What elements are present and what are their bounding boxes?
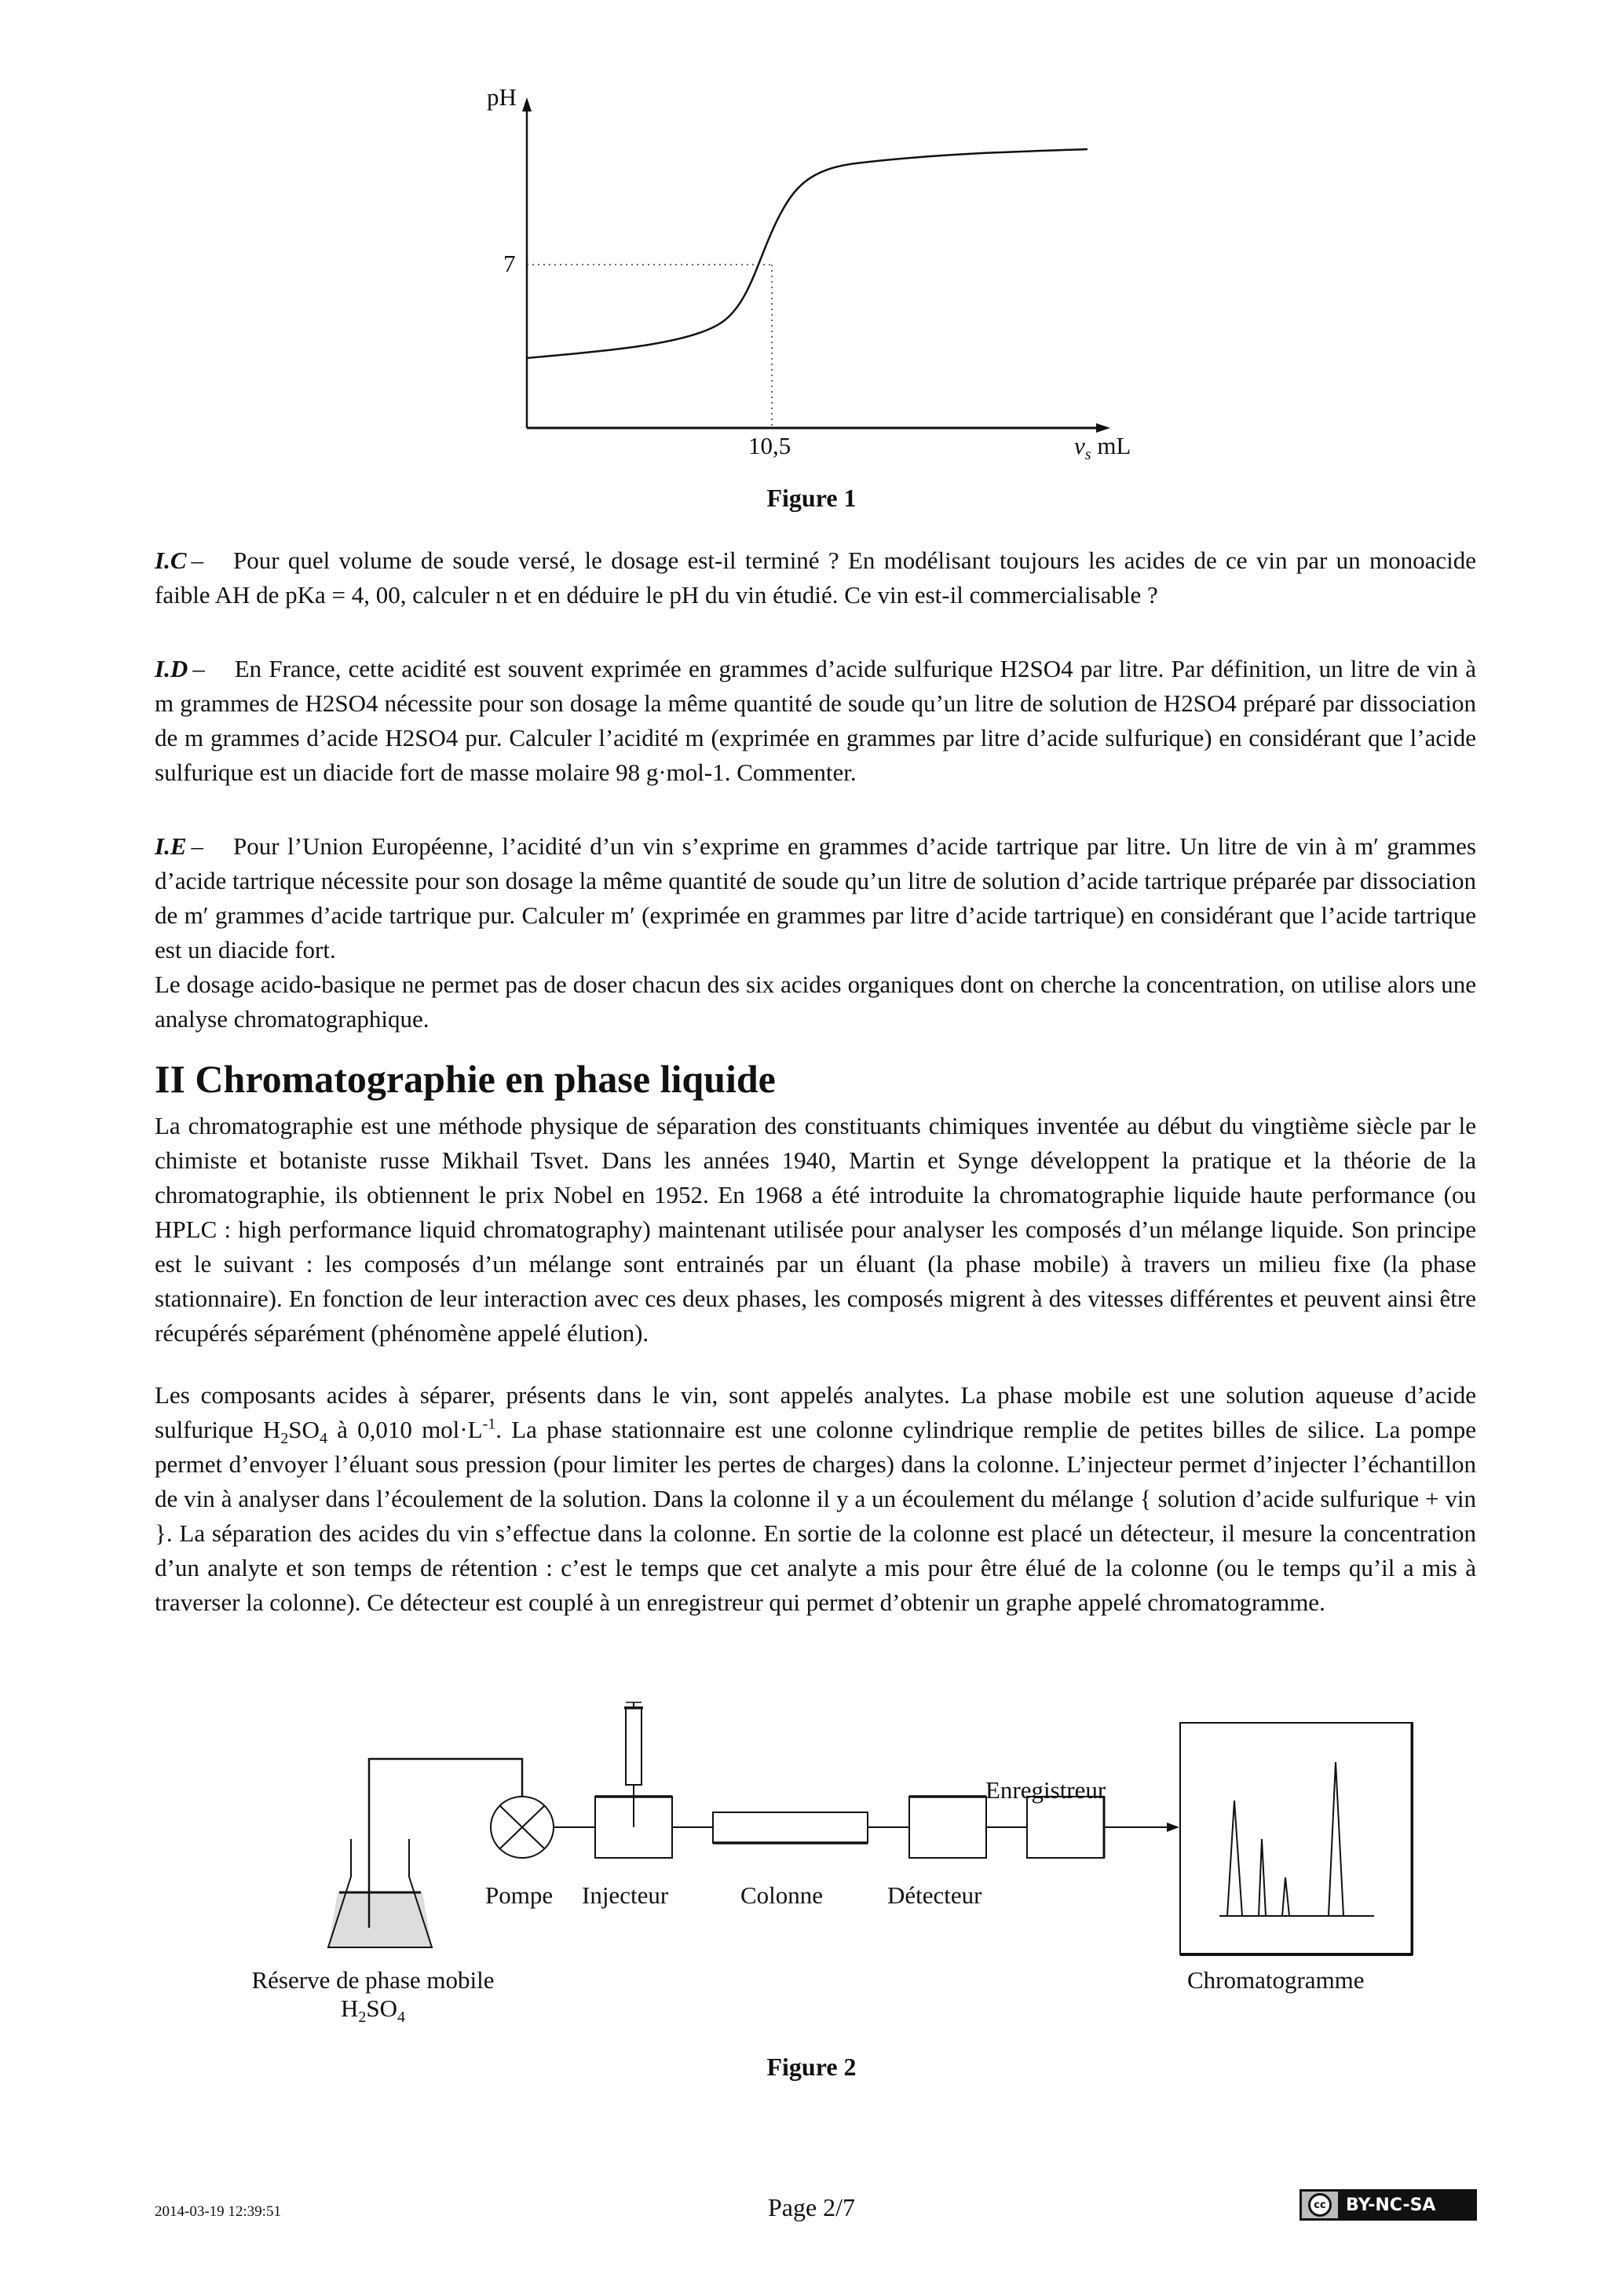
- chromatogram-box: [1180, 1723, 1413, 1954]
- question-ic: I.C – Pour quel volume de soude versé, le dosage est-il terminé ? En modélisant toujours les acides de ce vin par un monoacide faible AH de pKa = 4, 00, calculer n et en déduire le pH du vin étudié. Ce vin est-il commercialisable ?: [155, 547, 1476, 609]
- figure1-caption: Figure 1: [766, 484, 857, 512]
- column-box: [713, 1812, 868, 1843]
- figure1-titration-chart: [471, 79, 1178, 487]
- label-recorder: Enregistreur: [985, 1776, 1106, 1804]
- x-axis-label: $v_s$ mL: [1074, 432, 1131, 464]
- label-detector: Détecteur: [887, 1881, 982, 1909]
- recorder-box: [1027, 1797, 1104, 1858]
- label-reservoir: Réserve de phase mobile $H_2SO_4$: [251, 1966, 495, 2027]
- footer-page-number: Page 2/7: [767, 2193, 856, 2221]
- license-badge[interactable]: [1299, 2189, 1477, 2221]
- detector-box: [909, 1797, 986, 1858]
- section2-paragraph2: Les composants acides à séparer, présents dans le vin, sont appelés analytes. La phase mobile est une solution aqueuse d’acide sulfurique $H_2SO_4$ à 0,010 $mol\cdot L^{-1}$. La phase stationnaire est une colonne cylindrique remplie de petites billes de silice. La pompe permet d’envoyer l’éluant sous pression (pour limiter les pertes de charges) dans la colonne. L’injecteur permet d’injecter l’échantillon de vin à analyser dans l’écoulement de la solution. Dans la colonne il y a un écoulement du mélange { solution d’acide sulfurique + vin }. La séparation des acides du vin s’effectue dans la colonne. En sortie de la colonne est placé un détecteur, il mesure la concentration d’un analyte et son temps de rétention : c’est le temps que cet analyte a mis pour être élué de la colonne (ou le temps qu’il a mis à traverser la colonne). Ce détecteur est couplé à un enregistreur qui permet d’obtenir un graphe appelé chromatogramme.: [155, 1381, 1477, 1616]
- question-id: I.D – En France, cette acidité est souvent exprimée en grammes d’acide sulfurique H2SO4 par litre. Par définition, un litre de vin à m grammes de H2SO4 nécessite pour son dosage la même quantité de soude qu’un litre de solution de H2SO4 préparé par dissociation de m grammes d’acide H2SO4 pur. Calculer l’acidité m (exprimée en grammes par litre d’acide sulfurique) en considérant que l’acide sulfurique est un diacide fort de masse molaire 98 g·mol-1. Commenter.: [155, 655, 1476, 786]
- label-column: Colonne: [740, 1881, 824, 1909]
- y-tick-7: 7: [503, 250, 516, 277]
- question-ie: I.E – Pour l’Union Européenne, l’acidité d’un vin s’exprime en grammes d’acide tartrique par litre. Un litre de vin à m′ grammes d’acide tartrique nécessite pour son dosage la même quantité de soude qu’un litre de solution d’acide tartrique préparée par dissociation de m′ grammes d’acide tartrique pur. Calculer m′ (exprimée en grammes par litre d’acide tartrique) en considérant que l’acide tartrique est un diacide fort.: [155, 832, 1476, 963]
- label-pump: Pompe: [485, 1881, 554, 1909]
- footer-timestamp: 2014-03-19 12:39:51: [155, 2203, 281, 2220]
- cc-icon: cc: [1302, 2192, 1338, 2218]
- figure2-caption: Figure 2: [766, 2053, 857, 2081]
- label-chromatogram: Chromatogramme: [1187, 1966, 1365, 1994]
- label-injector: Injecteur: [582, 1881, 669, 1909]
- syringe-icon: [626, 1708, 642, 1785]
- titration-curve: [527, 149, 1087, 358]
- x-tick-10-5: 10,5: [748, 432, 791, 459]
- license-text: BY-NC-SA: [1346, 2195, 1436, 2215]
- y-axis-label: pH: [487, 83, 517, 111]
- section2-paragraph1: La chromatographie est une méthode physique de séparation des constituants chimiques inventée au début du vingtième siècle par le chimiste et botaniste russe Mikhail Tsvet. Dans les années 1940, Martin et Synge développent la pratique et la théorie de la chromatographie, ils obtiennent le prix Nobel en 1952. En 1968 a été introduite la chromatographie liquide haute performance (ou HPLC : high performance liquid chromatography) maintenant utilisée pour analyser les composés d’un mélange liquide. Son principe est le suivant : les composés d’un mélange sont entrainés par un éluant (la phase mobile) à travers un milieu fixe (la phase stationnaire). En fonction de leur interaction avec ces deux phases, les composés migrent à des vitesses différentes et peuvent ainsi être récupérés séparément (phénomène appelé élution).: [155, 1112, 1476, 1347]
- section-title: II Chromatographie en phase liquide: [155, 1057, 776, 1101]
- transition-paragraph: Le dosage acido-basique ne permet pas de doser chacun des six acides organiques dont on cherche la concentration, on utilise alors une analyse chromatographique.: [155, 971, 1476, 1033]
